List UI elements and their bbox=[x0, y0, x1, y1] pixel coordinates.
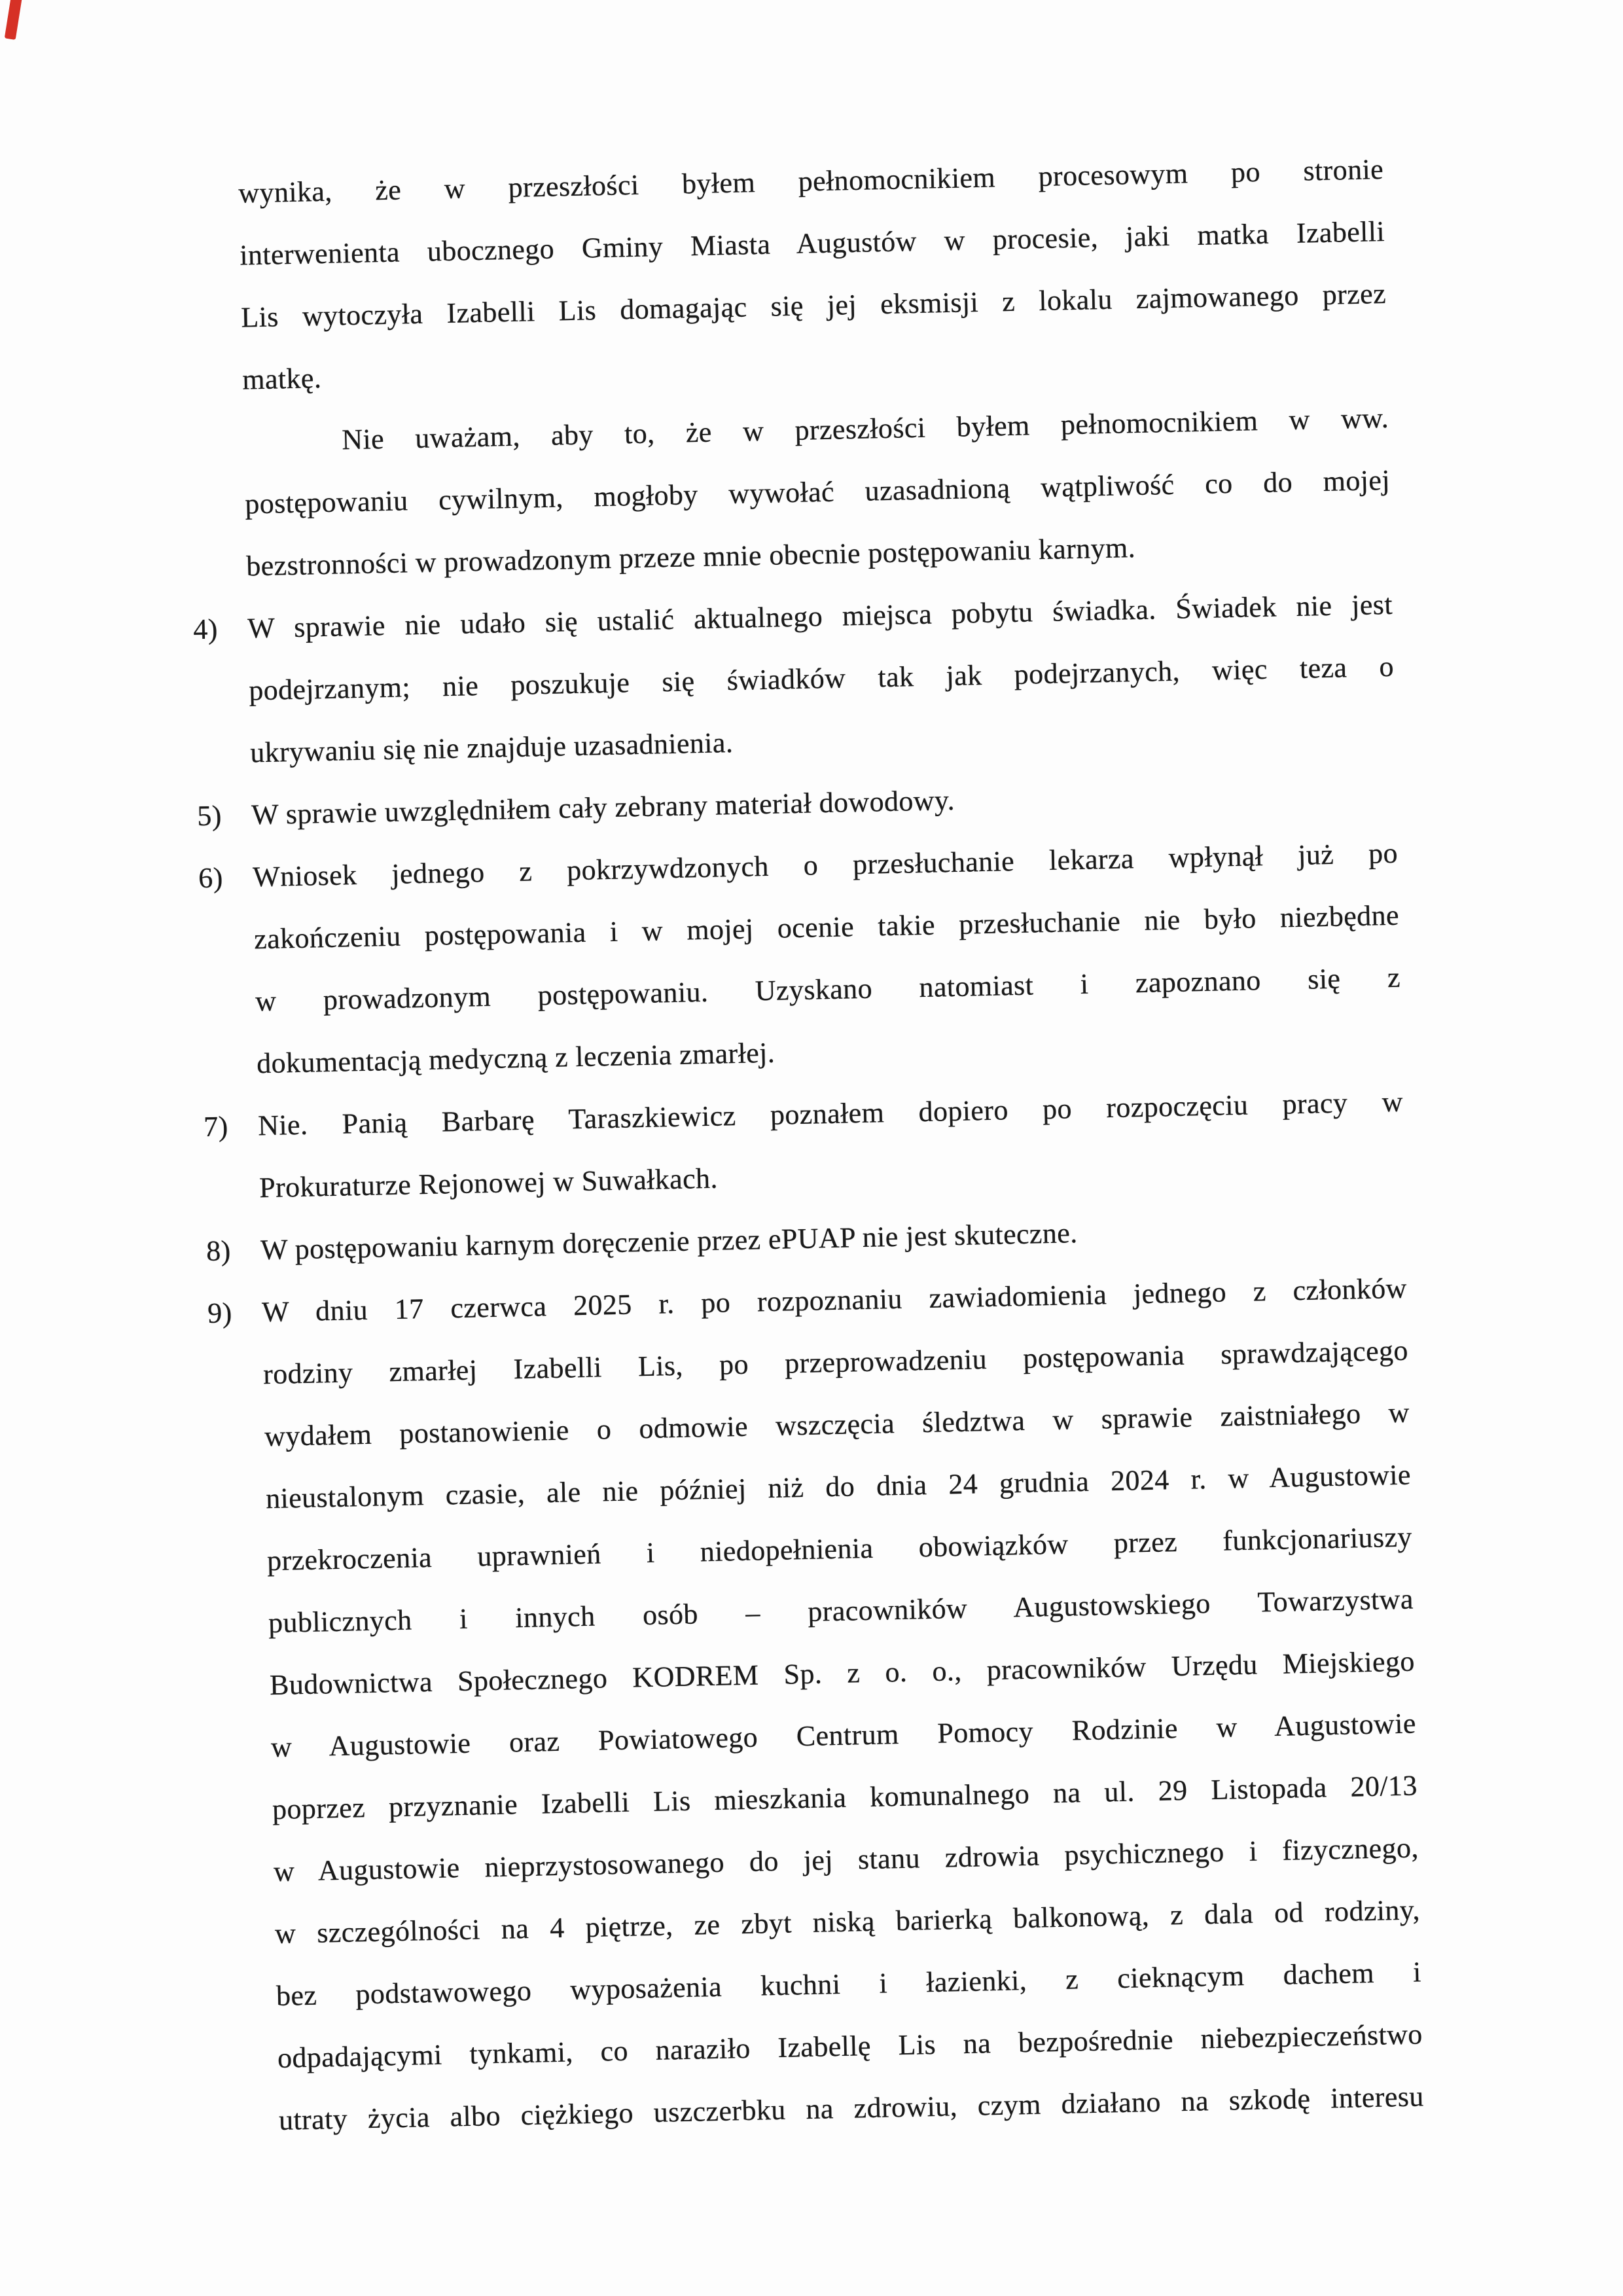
line-text: W postępowaniu karnym doręczenie przez ePUAP nie jest skuteczne. bbox=[260, 1217, 1079, 1266]
line-text: Wniosek jednego z pokrzywdzonych o przesłuchanie lekarza wpłynął już po bbox=[252, 836, 1399, 893]
line-text: nieustalonym czasie, ale nie później niż do dnia 24 grudnia 2024 r. w Augustowie bbox=[265, 1458, 1412, 1515]
list-number: 6) bbox=[198, 861, 224, 895]
list-number: 5) bbox=[196, 799, 223, 833]
line-text: odpadającymi tynkami, co naraziło Izabellę Lis na bezpośrednie niebezpieczeństwo bbox=[277, 2018, 1423, 2075]
line-text: W dniu 17 czerwca 2025 r. po rozpoznaniu zawiadomienia jednego z członków bbox=[261, 1272, 1408, 1329]
line-text: postępowaniu cywilnym, mogłoby wywołać uzasadnioną wątpliwość co do mojej bbox=[244, 463, 1391, 520]
line-text: W sprawie nie udało się ustalić aktualnego miejsca pobytu świadka. Świadek nie jest bbox=[247, 588, 1393, 645]
line-text: Nie. Panią Barbarę Taraszkiewicz poznałem dopiero po rozpoczęciu pracy w bbox=[257, 1085, 1404, 1142]
line-text: przekroczenia uprawnień i niedopełnienia obowiązków przez funkcjonariuszy bbox=[266, 1520, 1413, 1577]
red-pen-mark bbox=[5, 0, 22, 40]
line-text: podejrzanym; nie poszukuje się świadków tak jak podejrzanych, więc teza o bbox=[248, 650, 1395, 707]
list-number: 8) bbox=[205, 1234, 232, 1268]
line-text: Nie uważam, aby to, że w przeszłości byłem pełnomocnikiem w ww. bbox=[341, 401, 1389, 456]
line-text: publicznych i innych osób – pracowników Augustowskiego Towarzystwa bbox=[268, 1583, 1414, 1640]
line-text: w Augustowie nieprzystosowanego do jej stanu zdrowia psychicznego i fizycznego, bbox=[273, 1831, 1419, 1888]
line-text: dokumentacją medyczną z leczenia zmarłej. bbox=[256, 1036, 776, 1080]
line-text: rodziny zmarłej Izabelli Lis, po przeprowadzeniu postępowania sprawdzającego bbox=[262, 1334, 1409, 1391]
line-text: w prowadzonym postępowaniu. Uzyskano natomiast i zapoznano się z bbox=[255, 961, 1401, 1018]
line-text: utraty życia albo ciężkiego uszczerbku na zdrowiu, czym działano na szkodę interesu bbox=[278, 2080, 1425, 2136]
line-text: bezstronności w prowadzonym przeze mnie obecnie postępowaniu karnym. bbox=[245, 531, 1136, 583]
line-text: Prokuraturze Rejonowej w Suwałkach. bbox=[259, 1162, 719, 1204]
list-number: 4) bbox=[192, 613, 219, 646]
document-body-text bbox=[192, 138, 1425, 2151]
line-text: interwenienta ubocznego Gminy Miasta Augustów w procesie, jaki matka Izabelli bbox=[239, 215, 1385, 272]
line-text: wynika, że w przeszłości byłem pełnomocnikiem procesowym po stronie bbox=[238, 153, 1384, 209]
line-text: wydałem postanowienie o odmowie wszczęcia śledztwa w sprawie zaistniałego w bbox=[264, 1396, 1410, 1453]
list-number: 7) bbox=[203, 1110, 229, 1143]
line-text: poprzez przyznanie Izabelli Lis mieszkania komunalnego na ul. 29 Listopada 20/13 bbox=[272, 1769, 1418, 1826]
line-text: ukrywaniu się nie znajduje uzasadnienia. bbox=[249, 726, 734, 769]
line-text: w Augustowie oraz Powiatowego Centrum Pomocy Rodzinie w Augustowie bbox=[270, 1707, 1417, 1764]
line-text: Lis wytoczyła Izabelli Lis domagając się jej eksmisji z lokalu zajmowanego przez bbox=[240, 277, 1387, 334]
line-text: zakończeniu postępowania i w mojej ocenie takie przesłuchanie nie było niezbędne bbox=[253, 899, 1400, 956]
line-text: Budownictwa Społecznego KODREM Sp. z o. o., pracowników Urzędu Miejskiego bbox=[269, 1645, 1416, 1702]
line-text: W sprawie uwzględniłem cały zebrany materiał dowodowy. bbox=[251, 783, 955, 831]
line-text: matkę. bbox=[241, 362, 322, 396]
line-text: bez podstawowego wyposażenia kuchni i łazienki, z cieknącym dachem i bbox=[276, 1956, 1422, 2013]
list-number: 9) bbox=[207, 1297, 233, 1330]
line-text: w szczególności na 4 piętrze, ze zbyt niską barierką balkonową, z dala od rodziny, bbox=[274, 1893, 1421, 1950]
